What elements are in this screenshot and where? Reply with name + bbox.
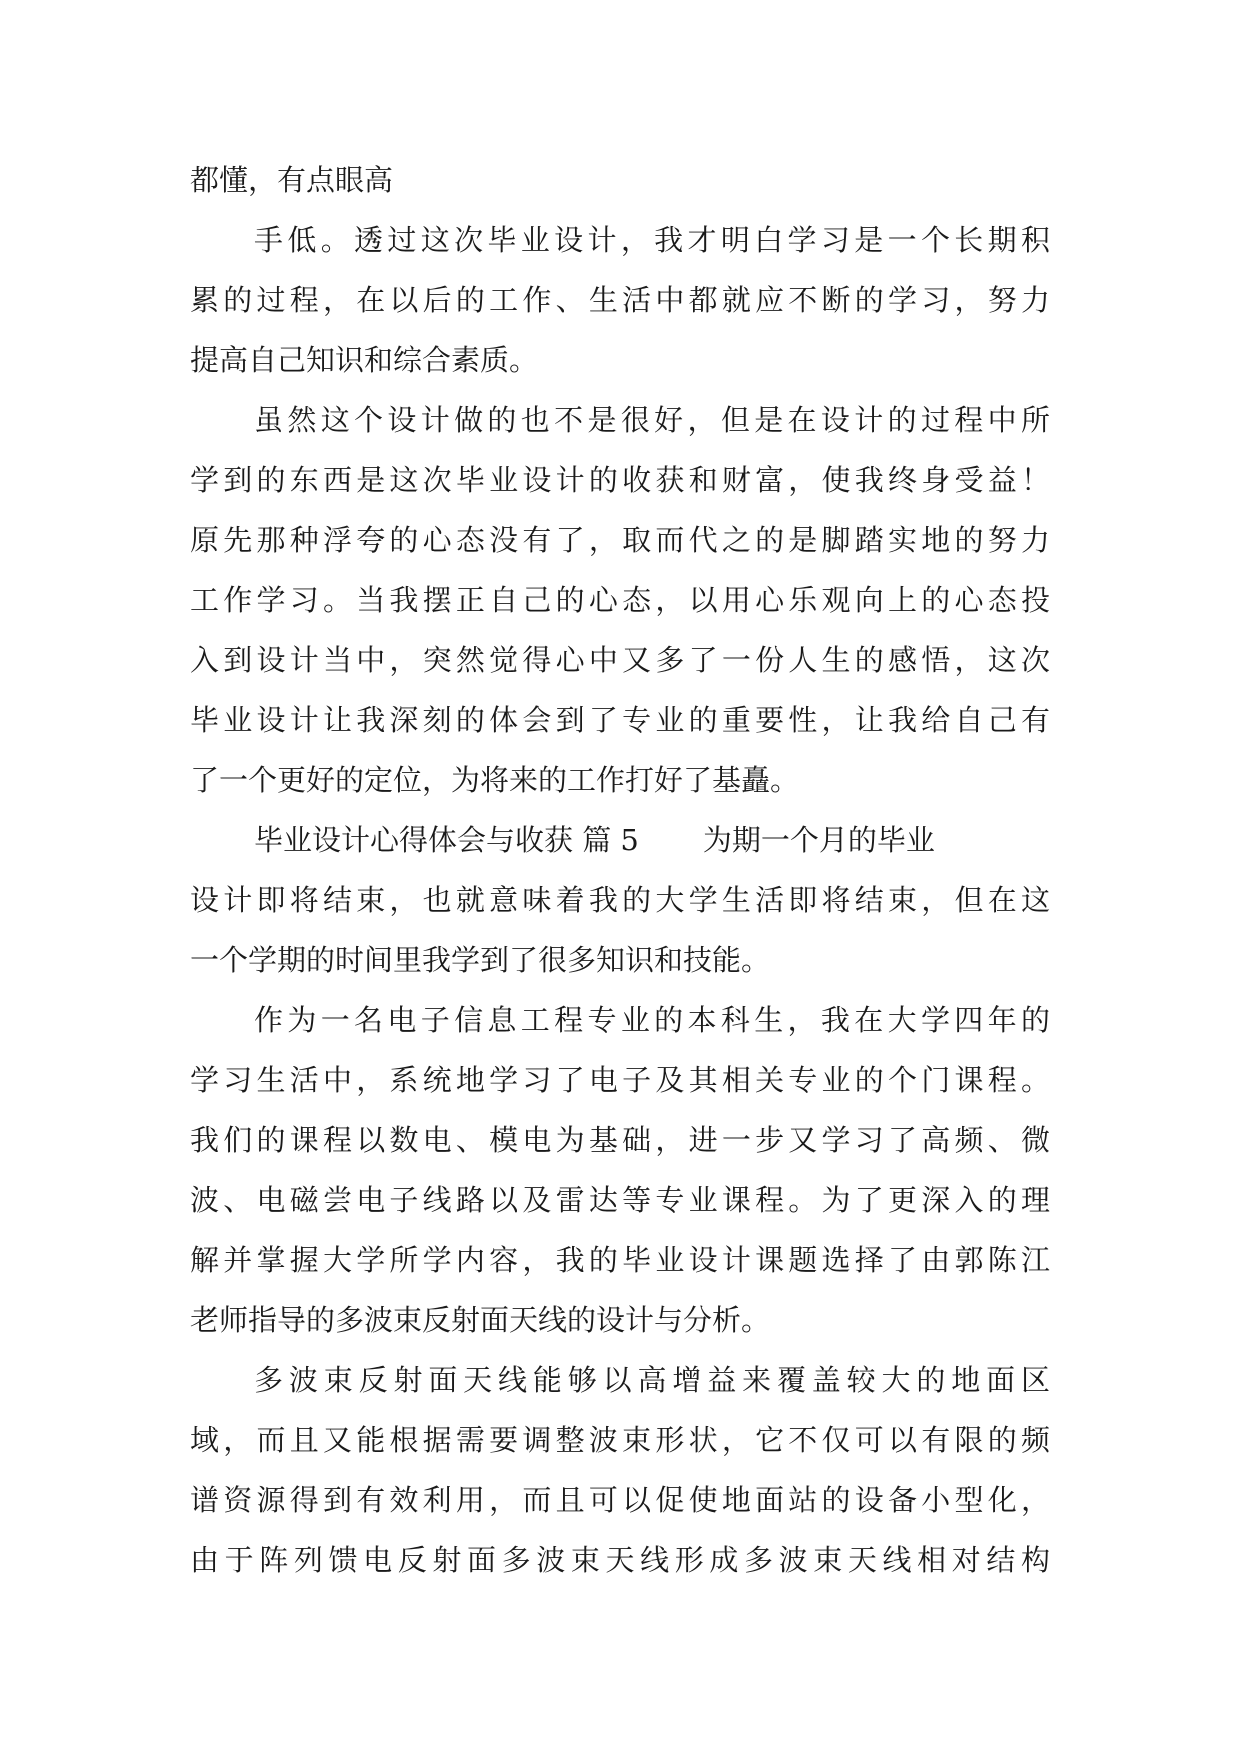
text-line: 谱资源得到有效利用，而且可以促使地面站的设备小型化， xyxy=(190,1483,1050,1517)
text-line: 累的过程，在以后的工作、生活中都就应不断的学习，努力 xyxy=(190,283,1050,317)
text-line: 学习生活中，系统地学习了电子及其相关专业的个门课程。 xyxy=(190,1063,1050,1097)
text-line: 域，而且又能根据需要调整波束形状，它不仅可以有限的频 xyxy=(190,1423,1050,1457)
text-line: 虽然这个设计做的也不是很好，但是在设计的过程中所 xyxy=(254,403,1050,437)
text-line: 解并掌握大学所学内容，我的毕业设计课题选择了由郭陈江 xyxy=(190,1243,1050,1277)
text-line: 一个学期的时间里我学到了很多知识和技能。 xyxy=(190,943,771,977)
text-line: 入到设计当中，突然觉得心中又多了一份人生的感悟，这次 xyxy=(190,643,1050,677)
text-line: 由于阵列馈电反射面多波束天线形成多波束天线相对结构 xyxy=(190,1543,1050,1577)
text-line: 设计即将结束，也就意味着我的大学生活即将结束，但在这 xyxy=(190,883,1050,917)
text-line: 毕业设计让我深刻的体会到了专业的重要性，让我给自己有 xyxy=(190,703,1050,737)
text-line: 我们的课程以数电、模电为基础，进一步又学习了高频、微 xyxy=(190,1123,1050,1157)
section-heading-continuation: 为期一个月的毕业 xyxy=(702,823,935,857)
text-line: 原先那种浮夸的心态没有了，取而代之的是脚踏实地的努力 xyxy=(190,523,1050,557)
text-line: 了一个更好的定位，为将来的工作打好了基矗。 xyxy=(190,763,800,797)
text-line: 学到的东西是这次毕业设计的收获和财富，使我终身受益！ xyxy=(190,463,1050,497)
text-line: 多波束反射面天线能够以高增益来覆盖较大的地面区 xyxy=(254,1363,1050,1397)
section-heading: 毕业设计心得体会与收获 篇 5 xyxy=(254,823,639,857)
text-line: 都懂，有点眼高 xyxy=(190,163,394,197)
text-line: 波、电磁尝电子线路以及雷达等专业课程。为了更深入的理 xyxy=(190,1183,1050,1217)
text-line: 手低。透过这次毕业设计，我才明白学习是一个长期积 xyxy=(254,223,1050,257)
text-line: 老师指导的多波束反射面天线的设计与分析。 xyxy=(190,1303,771,1337)
text-line: 提高自己知识和综合素质。 xyxy=(190,343,539,377)
text-line: 作为一名电子信息工程专业的本科生，我在大学四年的 xyxy=(254,1003,1050,1037)
document-body xyxy=(190,150,1050,1590)
text-line: 工作学习。当我摆正自己的心态，以用心乐观向上的心态投 xyxy=(190,583,1050,617)
section-heading-line xyxy=(190,810,1050,870)
